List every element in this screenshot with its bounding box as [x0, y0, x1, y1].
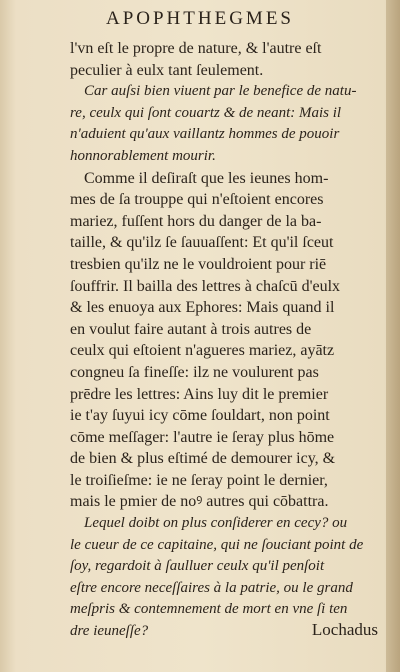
- text-block: [70, 38, 390, 643]
- text-line: Car auſsi bien viuent par le benefice de natu-: [84, 83, 357, 100]
- text-line: dre ieuneſſe?: [70, 623, 149, 640]
- text-line: ie t'ay ſuyui icy cōme ſouldart, non point: [70, 407, 330, 425]
- catchword: Lochadus: [311, 620, 378, 639]
- text-line: meſpris & contemnement de mort en vne ſi ten: [70, 601, 348, 618]
- text-line: eſtre encore neceſſaires à la patrie, ou le grand: [70, 579, 353, 596]
- text-line: peculier à eulx tant ſeulement.: [70, 61, 264, 79]
- text-line: honnorablement mourir.: [70, 147, 216, 164]
- text-line: taille, & qu'ilz ſe ſauuaſſent: Et qu'il ſceut: [70, 234, 334, 252]
- text-line: mais le pmier de noꝰ autres qui cōbattra.: [70, 493, 329, 511]
- text-line: & les enuoya aux Ephores: Mais quand il: [70, 299, 335, 317]
- text-line: le cueur de ce capitaine, qui ne ſouciant point de: [70, 536, 364, 553]
- text-line: Comme il deſiraſt que les ieunes hom-: [84, 169, 329, 187]
- text-line: prēdre les lettres: Ains luy dit le premier: [70, 385, 329, 403]
- text-line: ceulx qui eſtoient n'agueres mariez, ayātz: [70, 342, 335, 360]
- text-line: cōme meſſager: l'autre ie ſeray plus hōme: [70, 428, 335, 446]
- text-line: tresbien qu'ilz ne le vouldroient pour riē: [70, 255, 327, 273]
- text-line: de bien & plus eſtimé de demourer icy, &: [70, 450, 336, 468]
- running-header: APOPHTHEGMES: [105, 8, 295, 29]
- text-line: ſoy, regardoit à ſaulluer ceulx qu'il penſoit: [70, 558, 325, 575]
- text-line: Lequel doibt on plus conſiderer en cecy? ou: [84, 515, 348, 532]
- text-line: le troiſieſme: ie ne ſeray point le dernier,: [70, 471, 328, 489]
- text-line: mes de ſa trouppe qui n'eſtoient encores: [70, 191, 324, 209]
- text-line: re, ceulx qui ſont couartz & de neant: Mais il: [70, 104, 342, 121]
- text-line: l'vn eſt le propre de nature, & l'autre eſt: [70, 40, 322, 57]
- text-line: congneu ſa fineſſe: ilz ne voulurent pas: [70, 363, 319, 381]
- text-line: mariez, fuſſent hors du danger de la ba-: [70, 212, 322, 230]
- text-line: n'aduient qu'aux vaillantz hommes de pouoir: [70, 126, 340, 143]
- text-line: ſouffrir. Il bailla des lettres à chaſcū d'eulx: [70, 277, 341, 295]
- text-line: en voulut faire autant à trois autres de: [70, 320, 312, 338]
